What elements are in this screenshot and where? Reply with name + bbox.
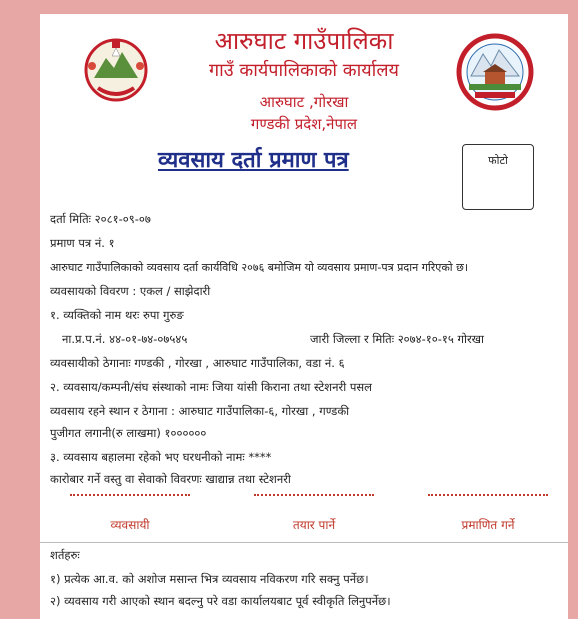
firm-name: २. व्यवसाय/कम्पनी/संघ संस्थाको नामः जिया यांसी किराना तथा स्टेशनरी पसल	[50, 380, 372, 394]
photo-box	[462, 144, 534, 210]
conditions-heading: शर्तहरुः	[50, 548, 80, 562]
business-address: व्यवसायीको ठेगानाः गण्डकी , गोरखा , आरुघाट गाउँपालिका, वडा नं. ६	[50, 356, 345, 370]
condition-item: १) प्रत्येक आ.व. को अशोज मसान्त भित्र व्यवसाय नविकरण गरि सक्नु पर्नेछ।	[50, 572, 369, 586]
photo-label: फोटो	[488, 154, 508, 167]
landlord-name: ३. व्यवसाय बहालमा रहेको भए घरधनीको नामः ****	[50, 450, 272, 464]
signature-label-prepared: तयार पार्ने	[292, 518, 336, 532]
divider	[40, 542, 568, 543]
person-name: १. व्यक्तिको नाम थरः रुपा गुरुङ	[50, 308, 184, 322]
business-location: व्यवसाय रहने स्थान र ठेगाना : आरुघाट गाउँपालिका-६, गोरखा , गण्डकी	[50, 404, 350, 418]
condition-item: २) व्यवसाय गरी आएको स्थान बदल्नु परे वडा कार्यालयबाट पूर्व स्वीकृति लिनुपर्नेछ।	[50, 594, 391, 608]
goods-services: कारोबार गर्ने वस्तु वा सेवाको विवरणः खाद्यान्न तथा स्टेशनरी	[50, 472, 291, 486]
signature-label-businessman: व्यवसायी	[110, 518, 150, 532]
signature-label-certified: प्रमाणित गर्ने	[461, 518, 515, 532]
certificate-intro: आरुघाट गाउँपालिकाको व्यवसाय दर्ता कार्यविधि २०७६ बमोजिम यो व्यवसाय प्रमाण-पत्र प्रदान गरिएको छ।	[50, 261, 468, 274]
frame-border-right	[568, 0, 578, 619]
signature-line-certified	[428, 494, 548, 496]
frame-border-left	[0, 0, 40, 619]
address-line-1: आरुघाट ,गोरखा	[259, 93, 349, 111]
municipality-name: आरुघाट गाउँपालिका	[214, 27, 394, 55]
business-type: व्यवसायको विवरण : एकल / साझेदारी	[50, 284, 211, 298]
frame-border-top	[0, 0, 578, 14]
certificate-number: प्रमाण पत्र नं. १	[50, 236, 115, 250]
citizenship-number: ना.प्र.प.नं. ४४-०१-७४-०७५४५	[62, 332, 188, 346]
registration-date: दर्ता मितिः २०८१-०९-०७	[50, 212, 151, 226]
certificate-title: व्यवसाय दर्ता प्रमाण पत्र	[158, 148, 349, 173]
signature-line-prepared	[254, 494, 374, 496]
certificate-page	[40, 14, 568, 619]
capital-investment: पुजीगत लगानी(रु लाखमा) १००००००	[50, 426, 207, 440]
address-line-2: गण्डकी प्रदेश,नेपाल	[250, 115, 358, 133]
office-name: गाउँ कार्यपालिकाको कार्यालय	[209, 60, 399, 81]
signature-line-businessman	[70, 494, 190, 496]
issued-district-date: जारी जिल्ला र मितिः २०७४-१०-१५ गोरखा	[310, 332, 485, 346]
